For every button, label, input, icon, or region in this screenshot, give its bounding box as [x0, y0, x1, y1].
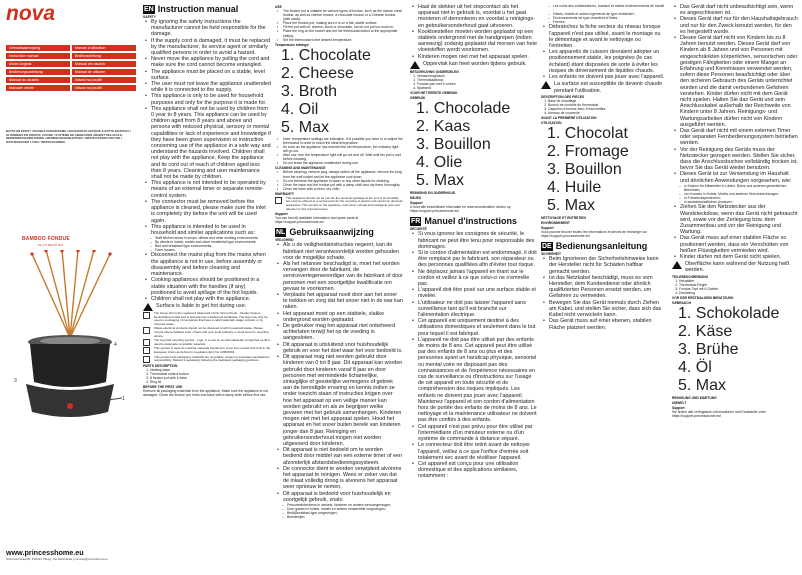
de-temps-list [672, 305, 798, 395]
en-use-list-2 [275, 137, 403, 166]
product-code: 02.177.800.87.001 [38, 243, 64, 247]
list-item: • Beim Ignorieren der Sicherheitshinweise kann der Hersteller nicht für Schäden haftbar gemacht werden. [546, 256, 665, 275]
de-similar-list [672, 184, 798, 204]
de-support-heading: Support [672, 405, 685, 410]
fr-support-text: Vous pouvez trouver toutes les informations et pièces de rechange sur https://support.princesshome.eu! [541, 230, 647, 239]
de-support-text: Sie finden alle verfügbaren Informationen und Ersatzteile unter https://support.princesshome.eu! [672, 409, 767, 419]
list-item: • Si le cordon d'alimentation est endommagé, il doit être remplacé par le fabricant, son réparateur ou des personnes qualifiées afin d'éviter tout risque. [415, 250, 538, 269]
nl-environment-heading: MILIEU [410, 196, 422, 201]
list-item: • Het apparaat moet op een stabiele, vlakke ondergrond worden geplaatst. [280, 311, 403, 323]
list-item: 1. Chocolade [416, 100, 511, 118]
recycling-text: The recycled recycling symbol – logo, is to use on an internationally recognized symbol used to designate recyclable materials. [154, 338, 270, 346]
list-item: • Dieses Gerät darf nur für den Haushaltsgebrauch und nur für den Zweck benutzt werden, für den es hergestellt wurde. [677, 16, 798, 35]
list-item: • Débranchez la fiche secteur du réseau lorsque l'appareil n'est pas utilisé, avant le montage ou le démontage et avant le nettoyage ou l'entretien. [546, 24, 665, 49]
list-item: – von Kunden in Hotels, Motels und anderen Wohneinrichtungen; [684, 192, 798, 196]
recycling-text: This symbol is used for marking materials intended to come into contact with food in the European Union as defined in regulation (EC) No 1935/2004. [154, 346, 271, 355]
list-item: 3. Fondue-Topf mit 6 Gabeln [679, 287, 798, 291]
list-item: • As soon as the appliance has reached the set temperature, the indicator light will go out. [280, 145, 403, 153]
product-name: BAMBOO FONDUE [22, 236, 70, 242]
list-item: • Dieses Gerät darf nicht von Kindern bis zu 8 Jahren benutzt werden. Dieses Gerät darf von Kindern ab 8 Jahren und von Personen mit eingeschränkten körperlichen, sensorischen oder geistigen Fähigkeiten oder einem Mangel an Erfahrung und Kenntnissen verwendet werden, sofern diese Personen beaufsichtigt oder über den sicheren Gebrauch des Geräts unterrichtet wurden und die damit verbundenen Gefahren verstehen. Kinder dürfen nicht mit dem Gerät nicht spielen. Halten Sie das Gerät und sein Anschlusskabel außerhalb der Reichweite von Kindern unter 8 Jahren. Reinigungs- und Wartungsarbeiten dürfen nicht von Kindern ausgeführt werden. [677, 35, 798, 128]
manual-row [6, 53, 136, 59]
list-item: 1. Heizplatte [679, 279, 798, 283]
list-item: – Fermes. [553, 20, 665, 24]
list-item: • This appliance is only to be used for household purposes and only for the purpose it is made for. [148, 93, 271, 105]
en-temps-list [275, 47, 403, 137]
manual-row [6, 69, 136, 75]
en-use-heading: USE [275, 5, 282, 9]
recycling-text: Waste electrical products should not be disposed of with household waste. Please recycle where facilities exist. Check with your local Authority or local store for recycling advice. [154, 326, 269, 338]
list-item: 2. Cheese [281, 64, 354, 82]
list-item: • Bewegen Sie das Gerät niemals durch Ziehen am Kabel, und stellen Sie sicher, dass sich das Kabel nicht verwickeln kann. [546, 300, 665, 319]
svg-text:1: 1 [122, 396, 125, 402]
list-item: – in Küchen für Mitarbeiter in Läden, Büros und anderen gewerblichen Bereichen; [684, 184, 798, 192]
list-item: 4. Huile [547, 179, 602, 197]
en-warranty-heading: WARRANTY [275, 191, 295, 196]
list-item: • Clean the forks with a clean, dry cloth. [280, 187, 403, 191]
french-german-column [541, 4, 665, 331]
list-item: • Ne déplacez jamais l'appareil en tirant sur le cordon et veillez à ce que celui-ci ne s'emmêle pas. [415, 269, 538, 288]
list-item: • After use, turn the temperature light will go out and off. Wait until the pot is cool before cleaning. [280, 153, 403, 161]
nl-temps-list [410, 100, 538, 190]
nl-use-heading: GEBRUIK [410, 96, 426, 101]
list-item: – Hôtels, motels et autres logements de type résidentiel ; [553, 12, 665, 16]
manual-language-tag: Návod na použití [72, 77, 136, 83]
list-item: 4. Oil [281, 100, 319, 118]
list-item: • Verplaats het apparaat nooit door aan het snoer te trekken en zorg dat het snoer niet in de war kan raken. [280, 292, 403, 311]
recycling-row [143, 327, 271, 338]
list-item: 5. Max [281, 118, 330, 136]
manual-language-tag: Manual del usuario [72, 61, 136, 67]
nl-before-heading: VOOR HET EERSTE GEBRUIK [410, 91, 458, 96]
manual-language-tag: Manuale utente [6, 85, 70, 91]
en-cleaning-heading: CLEANING AND MAINTENANCE [275, 166, 326, 171]
nl-hot-warning: Oppervlak kan heet worden tijdens gebruik. [410, 61, 538, 69]
list-item: – Door gasten in hotels, motels en andere residentiële omgevingen; [287, 507, 403, 511]
list-item: 2. Thermostat control button [150, 372, 271, 376]
list-item: – Environnements de type chambres d'hôtes ; [553, 16, 665, 20]
en-temps-heading: Temperature settings: [275, 42, 310, 47]
en-support-heading: Support [275, 212, 288, 217]
fr-use-heading: UTILISATION [541, 121, 562, 126]
list-item: • Kooktoestellen moeten worden geplaatst op een stabiele ondergrond met de handgrepen (indien aanwezig) zodanig geplaatst dat morsen van hete vloeistoffen wordt voorkomen. [415, 29, 538, 54]
list-item: • De connector dient te worden verwijderd alvorens het apparaat te reinigen. Wees er zeker van dat de inlaat volledig droog is alvorens het apparaat weer opnieuw te nemen. [280, 466, 403, 491]
list-item: • Kinderen mogen niet met het apparaat spelen. [415, 54, 538, 60]
fr-similar-list [541, 4, 665, 24]
de-heading: DE Bedienungsanleitung [542, 241, 648, 252]
recycling-row [143, 347, 271, 354]
list-item: • Disconnect the mains plug from the mains when the appliance is not in use, before assembly or disassembly and before cleaning and maintenance. [148, 252, 271, 277]
fr-before-heading: AVANT LA PREMIÈRE UTILISATION [541, 116, 597, 121]
fr-heading: FR Manuel d'instructions [411, 216, 517, 227]
list-item: – Bed&Breakfast-type omgevingen; [287, 511, 403, 515]
recycling-row [143, 356, 271, 363]
list-item: 3. Broth [281, 82, 338, 100]
list-item: 4. Deckelring [679, 291, 798, 295]
list-item: • Das Gerät muss auf einer ebenen, stabilen Fläche platziert werden. [546, 318, 665, 330]
list-item: 1. Chocolat [547, 125, 628, 143]
manual-language-tag: Manuel d'utilisation [72, 45, 136, 51]
list-item: 3. Caquelon à fondue avec 6 fourchettes [548, 107, 665, 111]
list-item: 2. Thermostat-Regler [679, 283, 798, 287]
list-item: 4. Öl [678, 358, 712, 376]
de-safety-list-cont [672, 4, 798, 184]
list-item: – Farm houses. [155, 248, 271, 252]
list-item: 1. Base de chauffage [548, 99, 665, 103]
en-before-heading: BEFORE THE FIRST USE [143, 385, 183, 390]
de-environment-heading: UMWELT [672, 400, 687, 405]
list-item: • By ignoring the safety instructions the manufacturer cannot be held responsible for the damage. [148, 19, 271, 38]
website-link[interactable]: www.princesshome.eu [6, 548, 84, 557]
nl-support-heading: Support [410, 201, 423, 206]
manual-language-tag: Model Anglais [6, 61, 70, 67]
list-item: 4. Spatrand [417, 86, 538, 90]
manual-language-list [6, 45, 136, 93]
en-similar-list [143, 236, 271, 252]
list-item: • Dit apparaat is bedoeld voor huishoudelijk en soortgelijk gebruik, zoals: [280, 491, 403, 503]
en-safety-heading: SAFETY [143, 15, 157, 19]
en-heading: EN Instruction manual [144, 4, 239, 14]
list-item: • De gebruiker mag het apparaat niet onbeheerd achterlaten terwijl het op de voeding is aangesloten. [280, 323, 403, 342]
en-before-text: Remove all packaging materials from the appliance. Make sure the appliance is not damaged. Clean the fondue pot, forks and base with a damp cloth before first use. [143, 389, 268, 398]
fr-support-heading: Support [541, 226, 554, 231]
list-item: 3. Bouillon [416, 136, 491, 154]
hot-surface-icon [541, 81, 551, 89]
manual-row [6, 61, 136, 67]
nl-safety-list-2 [410, 4, 538, 60]
list-item: 3. 8 fondue pot with 6 forks [150, 376, 271, 380]
list-item: • This appliance is intended to be used in household and similar applications such as: [148, 224, 271, 236]
fondue-forks [32, 250, 110, 338]
list-item: • The user must not leave the appliance unattended while it is connected to the supply. [148, 81, 271, 93]
de-safety-list [541, 256, 665, 330]
weee-bin-icon [143, 327, 150, 334]
fr-cleaning-heading: NETTOYAGE ET ENTRETIEN [541, 216, 586, 221]
list-item: 2. Thermostaatknop [417, 78, 538, 82]
recycling-row [143, 312, 271, 326]
manual-language-tag: Bedienanleitung [72, 53, 136, 59]
en-safety-list-2 [143, 252, 271, 302]
nl-safety-heading: VEILIGHEID [275, 238, 294, 243]
de-parts-heading: TEILEBESCHREIBUNG [672, 274, 709, 279]
list-item: • Das Gerät darf nicht unbeaufsichtigt sein, wenn es angeschlossen ist. [677, 4, 798, 16]
fr-parts-heading: DESCRIPTION DES PIÈCES [541, 94, 585, 99]
company-address: Schurmannstraat 80, 5145 EC Tilburg, The Netherlands | princess@princesshome.eu [6, 558, 108, 561]
list-item: • This appliance is not intended to be operated by means of an external timer or separate remote-control system. [148, 180, 271, 199]
list-item: 1. Schokolade [678, 304, 780, 322]
list-item: 5. Max [678, 376, 727, 394]
nl-safety-list [275, 242, 403, 503]
list-item: • Cooking appliances should be positioned in a stable situation with the handles (if any) positioned to avoid spillage of the hot liquids. [148, 277, 271, 296]
list-item: – Personeelskeukens in winkels, kantoren en andere werkomgevingen; [287, 503, 403, 507]
list-item: • The appliance must be placed on a stable, level surface. [148, 69, 271, 81]
list-item: • L'utilisateur ne doit pas laisser l'appareil sans surveillance tant qu'il est branché sur l'alimentation électrique. [415, 300, 538, 319]
en-support-text: You can find all available information and spare parts at https://support.princesshome.eu! [275, 216, 359, 225]
manual-row [6, 77, 136, 83]
list-item: 2. Fromage [547, 143, 629, 161]
list-item: • Dit apparaat is uitsluitend voor huishoudelijk gebruik en voor het doel waar het voor bedoeld is. [280, 342, 403, 354]
hot-surface-icon [143, 303, 153, 311]
list-item: – in landwirtschaftlichen Anwesen. [684, 200, 798, 204]
weee-bin-icon [275, 197, 282, 204]
list-item: • Kinder dürfen mit dem Gerät nicht spielen. [677, 254, 798, 260]
list-item: • Place the fondue pot, making sure it is on a flat, stable surface. [280, 21, 403, 25]
list-item: • Never move the appliance by pulling the cord and make sure the cord cannot become entangled. [148, 56, 271, 68]
list-item: 2. Bouton de contrôle du thermostat [548, 103, 665, 107]
en-recycling-block [143, 312, 271, 363]
recycling-text: The Green Dot is the registered trademark of Der Grüne Punkt – Duales System Deutschland GmbH and is protected as a trademark worldwide. The logo may only be used on packaging of companies that have a valid trademark usage contract or by recycled waste. [154, 311, 268, 326]
nl-support-text: U kunt alle beschikbare informatie en reserveonderdelen vinden op https://support.princesshome.eu! [410, 205, 511, 214]
en-parts-heading: PARTS DESCRIPTION [143, 363, 178, 368]
recycling-text: This product and packaging materials are recyclable, subject to extended manufacturer responsibility. Discard it separately following the dedicated packaging guidance. [154, 354, 270, 363]
fr-parts-list [541, 99, 665, 115]
list-item: • Ist das Netzkabel beschädigt, muss es vom Hersteller, dem Kundendienst oder ähnlich qualifizierten Personen ersetzt werden, um Gefahren zu vermeiden. [546, 275, 665, 300]
de-use-heading: GEBRAUCH [672, 300, 692, 305]
list-item: – Les coins des collaborateurs, bureaux et autres environnements de travail ; [553, 4, 665, 12]
list-item: • Do not immerse the appliance in water or any other liquids for cleaning. [280, 179, 403, 183]
en-hot-warning: Surface is liable to get hot during use. [143, 303, 271, 311]
list-item: 2. Kaas [416, 118, 471, 136]
list-item: 1. Heating base [150, 368, 271, 372]
manual-row [6, 45, 136, 51]
german-column [672, 4, 798, 418]
hot-surface-icon [410, 61, 420, 69]
en-parts-list [143, 368, 271, 384]
manual-language-tag: Manual de utilizare [72, 69, 136, 75]
list-item: • Si vous ignorez les consignes de sécurité, le fabricant ne peut être tenu pour responsable des dommages. [415, 231, 538, 250]
de-safety-list-2 [672, 204, 798, 260]
list-item: 2. Käse [678, 322, 733, 340]
list-item: • Vor der Reinigung des Geräts muss der Netzstecker gezogen werden. Stellen Sie sicher, dass die Anschlussbuchse vollständig trocken ist, bevor Sie das Gerät wieder benutzen. [677, 147, 798, 172]
manual-language-tag: Instruction manual [6, 53, 70, 59]
list-item: • Clean the base and the fondue pot with a damp cloth and dry them thoroughly. [280, 183, 403, 187]
recycle-icon [143, 339, 150, 346]
english-column [143, 4, 271, 397]
hot-surface-icon [672, 261, 682, 269]
en-weee-row: This appliance should not be put into the domestic garbage at the end of its durability, but must be offered at a central point for the recycling of electric and electronic domestic appliances. This symbol on the appliance, instruction manual and packaging puts your attention to this important issue. [275, 197, 403, 211]
manual-language-tag: Bedienungsanleitung [6, 69, 70, 75]
list-item: • Fill the pot with oil, cheese, stock or chocolate, but do not put too much in. [280, 25, 403, 29]
list-item: – Staff kitchen areas in shops, offices and other working environments; [155, 236, 271, 240]
recycling-row [143, 339, 271, 346]
list-item: • Cet appareil n'est pas prévu pour être utilisé par l'intermédiaire d'un minuteur externe ou d'un système de commande à distance séparé. [415, 424, 538, 443]
list-item: – Bed and breakfast type environments; [155, 244, 271, 248]
list-item: • Haal de stekker uit het stopcontact als het apparaat niet in gebruik is, voordat u het gaat monteren of demonteren en voordat u reinigings- en gebruikersonderhoud gaat uitvoeren. [415, 4, 538, 29]
list-item: • Children shall not play with the appliance. [148, 296, 271, 302]
fr-hot-warning: La surface est susceptible de devenir chaude pendant l'utilisation. [541, 81, 665, 93]
list-item: 3. Bouillon [547, 161, 622, 179]
list-item: 5. Max [416, 172, 465, 190]
en-safety-list [143, 19, 271, 236]
fondue-pot [30, 344, 110, 387]
manual-language-tag: Gebruiksaanwijzing [6, 45, 70, 51]
nl-cleaning-heading: REINIGING EN ONDERHOUD [410, 191, 456, 196]
fr-temps-list [541, 125, 665, 215]
list-item: 3. Brühe [678, 340, 739, 358]
manual-row [6, 85, 136, 91]
list-item: • The fondue pot is suitable for various types of fondue, such as the classic meat fondue, as well as cheese fondue, a chocolate fondue or a Chinese fondue (with stock). [280, 9, 403, 21]
list-item: • Dit apparaat is niet bedoeld om te worden bediend door middel van een externe timer of een afzonderlijk afstandsbedieningssysteem. [280, 447, 403, 466]
de-cleaning-heading: REINIGUNG UND WARTUNG [672, 395, 717, 400]
nl-similar-list [275, 503, 403, 519]
de-parts-list [672, 279, 798, 295]
de-before-heading: VOR DER ERSTMALIGEN BENUTZUNG [672, 295, 734, 300]
list-item: 4. Ring lid [150, 380, 271, 384]
en-cleaning-list [275, 170, 403, 190]
fr-safety-list [410, 231, 538, 479]
list-item: 1. Verwarmingsbasis [417, 74, 538, 78]
nl-parts-heading: BESCHRIJVING ONDERDELEN [410, 69, 459, 74]
list-item: • Set the thermostat to the desired temperature. [280, 38, 403, 42]
svg-text:4: 4 [114, 342, 117, 348]
model-description: BATTE EN ÉPOXY / DOUBLE DIAPHRAGME / BOUCHON PLASTIQUE & BATTE EN ÉPOXY / GLISSIÈRES EN CRISTAL CUIVRE / SYSTÈME DE LIBERATION ARGENT PELLICULE. BEDIENINGSHANDLEIDING / BEDIENUNGSANLEITUNG / INSTRUCTIONS FOR USE / ISTRUZIONI PER L'USO / INSTRUCCIONES [6, 129, 132, 144]
de-hot-warning: Oberfläche kann während der Nutzung heiß werden. [672, 261, 798, 273]
fr-environment-heading: ENVIRONNEMENT [541, 221, 570, 226]
heating-base [26, 384, 114, 417]
list-item: • Das Gerät muss auf einer stabilen Fläche so positioniert werden, dass ein Verschütten von heißen Flüssigkeiten vermieden wird. [677, 235, 798, 254]
list-item: • The connector must be removed before the appliance is cleaned, please make sure the inlet is completely dry before the unit will be used again. [148, 199, 271, 224]
list-item: • Als u de veiligheidsinstructies negeert, kan de fabrikant niet verantwoordelijk worden gehouden voor de mogelijke schade. [280, 242, 403, 261]
dutch-french-column [410, 4, 538, 480]
en-use-list [275, 9, 403, 42]
list-item: • Dit apparaat mag niet worden gebruikt door kinderen van 0 tot 8 jaar. Dit apparaat kan worden gebruikt door kinderen vanaf 8 jaar en door personen met verminderde lichamelijke, zintuiglijke of geestelijke vermogens of gebrek aan de benodigde ervaring en kennis indien ze onder toezicht staan of instructies krijgen over hoe het apparaat op een veilige manier kan worden gebruikt en als ze begrijpen welke gevaren met het gebruik samenhangen. Kinderen mogen niet met het apparaat spelen. Houd het apparaat en het snoer buiten bereik van kinderen jonger dan 8 jaar. Reiniging en gebruikersonderhoud mogen niet worden uitgevoerd door kinderen. [280, 354, 403, 447]
list-item: • L'appareil doit être posé sur une surface stable et nivelée. [415, 287, 538, 299]
fr-safety-list-2 [541, 24, 665, 80]
fork-tips [30, 250, 111, 256]
nova-logo [6, 3, 70, 23]
nl-parts-list [410, 74, 538, 90]
svg-text:3: 3 [14, 378, 17, 384]
fr-safety-heading: SÉCURITÉ [410, 227, 427, 232]
list-item: • Als het netsnoer beschadigd is, moet het worden vervangen door de fabrikant, de servicevertegenwoordiger van de fabrikant of door personen met een soortgelijke kwalificatie om gevaar te voorkomen. [280, 261, 403, 292]
list-item: • Ziehen Sie den Netzstecker aus der Wandsteckdose, wenn das Gerät nicht gebraucht wird, sowie vor der Zerlegung bzw. dem Zusammenbau und vor der Reinigung und Wartung. [677, 204, 798, 235]
list-item: • Cet appareil est conçu pour une utilisation domestique et des applications similaires, notamment : [415, 461, 538, 480]
list-item: 3. Fondue pan met 6 vorken [417, 82, 538, 86]
nl-heading: NL Gebruiksaanwijzing [276, 227, 374, 238]
green-dot-icon [143, 312, 150, 319]
logo-text: nova [6, 3, 56, 23]
list-item: 1. Chocolate [281, 46, 371, 64]
list-item: • Das Gerät darf nicht mit einem externen Timer oder separaten Fernbedienungssystem betrieben werden. [677, 128, 798, 147]
list-item: • Before cleaning, remove plug, always switch off the appliance, remove the plug from the wall socket and let the appliance cool down. [280, 170, 403, 178]
list-item: • Les appareils de cuisson devraient adopter un positionnement stable, les poignées (le cas échéant) étant disposées de sorte à éviter les risques de déversement de liquides chauds. [546, 49, 665, 74]
list-item: • This appliance shall not be used by children from 0 year to 8 years. This appliance can be used by children aged from 8 years and above and persons with reduced physical, sensory or mental capabilities or lack of experience and knowledge if they have been given supervision or instruction concerning use of the appliance in a safe way and understand the hazards involved. Children shall not play with the appliance. Keep the appliance and its cord out of reach of children aged less than 8 years. Cleaning and user maintenance shall not be made by children. [148, 106, 271, 180]
list-item: – By clients in hotels, motels and other residential type environments; [155, 240, 271, 244]
manual-language-tag: Návod na použití [72, 85, 136, 91]
list-item: • L'appareil ne doit pas être utilisé par des enfants de moins de 8 ans. Cet appareil peut être utilisé par des enfants de 8 ans ou plus et des personnes ayant un handicap physique, sensoriel ou mental voire ne disposant pas des connaissances et de l'expérience nécessaires en cas de surveillance ou d'instructions sur l'usage de cet appareil en toute sécurité et de compréhension des risques impliqués. Les enfants ne doivent pas jouer avec l'appareil. Maintenez l'appareil et son cordon d'alimentation hors de portée des enfants de moins de 8 ans. Le nettoyage et la maintenance utilisateur ne doivent pas être confiés à des enfants. [415, 337, 538, 424]
list-item: • Le connecteur doit être retiré avant de nettoyer l'appareil, veillez à ce que l'orifice d'entrée soit totalement sec avant de réutiliser l'appareil. [415, 442, 538, 461]
food-safe-icon [143, 347, 150, 354]
list-item: • Cet appareil est uniquement destiné à des utilisations domestiques et seulement dans le but pour lequel il est fabriqué. [415, 318, 538, 337]
list-item: • Place the ring on the socket and set the thermostat button to the appropriate setting. [280, 29, 403, 37]
english-dutch-column [275, 4, 403, 519]
list-item: • Les enfants ne doivent pas jouer avec l'appareil. [546, 74, 665, 80]
triman-icon [143, 356, 150, 363]
list-item: – in Frühstückspensionen; [684, 196, 798, 200]
list-item: 4. Anneau de couvercle [548, 111, 665, 115]
list-item: 5. Max [547, 197, 596, 215]
list-item: • Note: temperature settings are indicative. It is possible you have to re-adjust the thermostat in order to reach the ideal temperature. [280, 137, 403, 145]
fondue-set-illustration [10, 250, 130, 540]
list-item: – Boerderijen. [287, 515, 403, 519]
list-item: • Dieses Gerät ist zur Verwendung im Haushalt und ähnlichen Anwendungen vorgesehen, wie: [677, 171, 798, 183]
list-item: 4. Olie [416, 154, 463, 172]
de-safety-heading: SICHERHEIT [541, 252, 561, 257]
list-item: • If the supply cord is damaged, it must be replaced by the manufacturer, its service agent or similarly qualified persons in order to avoid a hazard. [148, 38, 271, 57]
manual-language-tag: Manual do usuário [6, 77, 70, 83]
list-item: • Do not leave the appliance unattended during use. [280, 161, 403, 165]
